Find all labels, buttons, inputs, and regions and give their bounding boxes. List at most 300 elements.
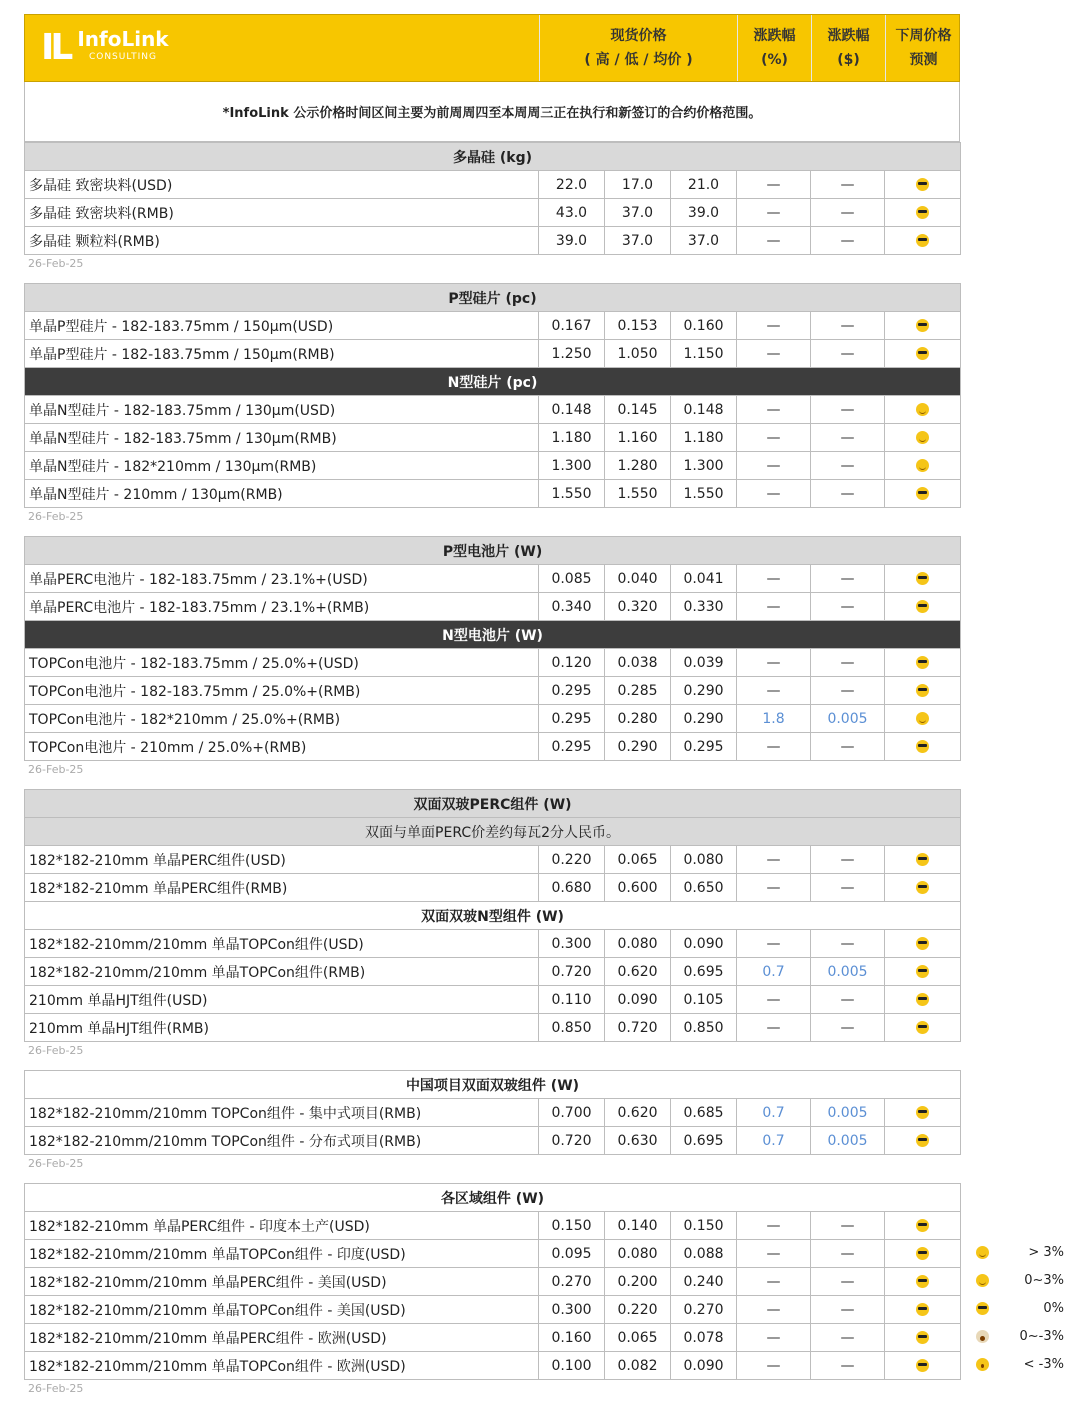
sunglasses-face-icon [916,656,929,669]
smiling-face-icon [976,1274,989,1287]
change-abs: — [811,1240,885,1268]
spot-price-label: 现货价格 [610,28,667,44]
sunglasses-face-icon [916,1275,929,1288]
change-pct: — [737,846,811,874]
legend-item [968,1322,1072,1350]
sunglasses-face-icon [916,740,929,753]
price-avg: 0.650 [671,874,737,902]
change-abs: — [811,1014,885,1042]
product-name: TOPCon电池片 - 182-183.75mm / 25.0%+(RMB) [25,677,539,705]
price-high: 39.0 [539,227,605,255]
price-high: 0.680 [539,874,605,902]
forecast-label: 下周价格 [895,28,952,44]
product-name: 182*182-210mm/210mm TOPCon组件 - 分布式项目(RMB) [25,1127,539,1155]
change-abs: — [811,593,885,621]
forecast-cell [885,1352,961,1380]
price-low: 0.320 [605,593,671,621]
section-title-label: 中国项目双面双玻组件 (W) [25,1071,961,1099]
price-avg: 39.0 [671,199,737,227]
price-avg: 0.078 [671,1324,737,1352]
section-date: 26-Feb-25 [28,510,84,523]
price-high: 0.850 [539,1014,605,1042]
price-high: 0.148 [539,396,605,424]
price-avg: 1.180 [671,424,737,452]
forecast-cell [885,986,961,1014]
change-abs-header [811,15,885,81]
section-date: 26-Feb-25 [28,763,84,776]
price-high: 0.220 [539,846,605,874]
table-row [25,340,961,368]
smiling-face-icon [916,712,929,725]
forecast-cell [885,593,961,621]
table-row [25,565,961,593]
section-title [25,790,961,818]
forecast-cell [885,677,961,705]
price-low: 0.720 [605,1014,671,1042]
change-pct-unit: (%) [761,52,788,68]
subsection-title [25,368,961,396]
price-low: 0.620 [605,958,671,986]
sunglasses-face-icon [916,234,929,247]
table-row [25,424,961,452]
table-row [25,1352,961,1380]
change-abs: 0.005 [811,1127,885,1155]
product-name: 182*182-210mm/210mm TOPCon组件 - 集中式项目(RMB) [25,1099,539,1127]
price-low: 0.600 [605,874,671,902]
table-row [25,958,961,986]
price-low: 0.630 [605,1127,671,1155]
table-row [25,986,961,1014]
table-row [25,480,961,508]
price-high: 0.295 [539,677,605,705]
forecast-cell [885,930,961,958]
section-title-label: 各区域组件 (W) [25,1184,961,1212]
price-high: 0.720 [539,1127,605,1155]
change-pct-header [737,15,811,81]
sunglasses-face-icon [916,1219,929,1232]
sunglasses-face-icon [916,178,929,191]
price-avg: 1.550 [671,480,737,508]
table-row [25,312,961,340]
sunglasses-face-icon [916,572,929,585]
forecast-cell [885,846,961,874]
table-row [25,1014,961,1042]
table-row [25,396,961,424]
table-row [25,874,961,902]
price-low: 0.285 [605,677,671,705]
price-low: 0.620 [605,1099,671,1127]
forecast-cell [885,340,961,368]
product-name: 182*182-210mm/210mm 单晶PERC组件 - 美国(USD) [25,1268,539,1296]
change-abs: 0.005 [811,1099,885,1127]
price-avg: 0.240 [671,1268,737,1296]
change-abs: 0.005 [811,705,885,733]
price-avg: 1.150 [671,340,737,368]
product-name: 182*182-210mm 单晶PERC组件(USD) [25,846,539,874]
price-high: 1.550 [539,480,605,508]
price-low: 17.0 [605,171,671,199]
change-abs: — [811,171,885,199]
price-avg: 0.150 [671,1212,737,1240]
price-avg: 0.160 [671,312,737,340]
change-abs: — [811,1296,885,1324]
forecast-cell [885,396,961,424]
table-row [25,733,961,761]
subsection-title-label: N型电池片 (W) [25,621,961,649]
price-low: 0.280 [605,705,671,733]
change-abs: — [811,986,885,1014]
smiling-face-icon [916,403,929,416]
logo-subtitle: CONSULTING [88,52,157,62]
change-abs: — [811,1324,885,1352]
legend-label: 0~3% [1024,1272,1064,1288]
price-high: 0.095 [539,1240,605,1268]
section-note-label: 双面与单面PERC价差约每瓦2分人民币。 [25,818,961,846]
price-avg: 0.295 [671,733,737,761]
forecast-cell [885,480,961,508]
change-pct: — [737,733,811,761]
change-abs: — [811,340,885,368]
change-abs: — [811,930,885,958]
change-pct: — [737,1352,811,1380]
change-pct: — [737,1268,811,1296]
section-note [25,818,961,846]
change-abs: — [811,733,885,761]
price-avg: 0.290 [671,677,737,705]
section-title-label: P型硅片 (pc) [25,284,961,312]
price-low: 0.080 [605,1240,671,1268]
sunglasses-face-icon [916,937,929,950]
price-high: 0.085 [539,565,605,593]
price-low: 0.200 [605,1268,671,1296]
table-row [25,649,961,677]
change-pct: — [737,312,811,340]
forecast-cell [885,565,961,593]
forecast-cell [885,312,961,340]
price-low: 1.280 [605,452,671,480]
change-abs: — [811,227,885,255]
fearful-face-icon [976,1330,989,1343]
change-pct: — [737,1296,811,1324]
change-abs: — [811,480,885,508]
forecast-cell [885,649,961,677]
subsection-title [25,902,961,930]
change-abs: — [811,396,885,424]
table-row [25,199,961,227]
table-row [25,1127,961,1155]
logo-name: InfoLink [77,27,169,51]
section-date: 26-Feb-25 [28,257,84,270]
sunglasses-face-icon [916,1303,929,1316]
price-low: 0.140 [605,1212,671,1240]
infolink-logo [41,27,169,68]
table-row [25,227,961,255]
sunglasses-face-icon [916,1021,929,1034]
change-pct: — [737,593,811,621]
section-title [25,143,961,171]
smiling-face-icon [916,431,929,444]
forecast-cell [885,1014,961,1042]
price-high: 0.700 [539,1099,605,1127]
section-title-label: P型电池片 (W) [25,537,961,565]
section-title-label: 双面双玻PERC组件 (W) [25,790,961,818]
change-abs: — [811,677,885,705]
sunglasses-face-icon [916,1134,929,1147]
price-table-header [24,14,960,82]
change-pct: — [737,452,811,480]
price-avg: 0.080 [671,846,737,874]
price-high: 43.0 [539,199,605,227]
product-name: 单晶PERC电池片 - 182-183.75mm / 23.1%+(RMB) [25,593,539,621]
sunglasses-face-icon [916,853,929,866]
product-name: 单晶N型硅片 - 182*210mm / 130μm(RMB) [25,452,539,480]
price-low: 0.080 [605,930,671,958]
forecast-cell [885,733,961,761]
product-name: 单晶N型硅片 - 182-183.75mm / 130μm(USD) [25,396,539,424]
product-name: 单晶PERC电池片 - 182-183.75mm / 23.1%+(USD) [25,565,539,593]
forecast-cell [885,874,961,902]
forecast-cell [885,227,961,255]
section-date: 26-Feb-25 [28,1157,84,1170]
change-pct: — [737,1324,811,1352]
table-row [25,1324,961,1352]
section-title [25,284,961,312]
product-name: 210mm 单晶HJT组件(RMB) [25,1014,539,1042]
product-name: 单晶N型硅片 - 210mm / 130μm(RMB) [25,480,539,508]
change-abs: — [811,312,885,340]
price-high: 0.295 [539,733,605,761]
product-name: 182*182-210mm/210mm 单晶TOPCon组件(USD) [25,930,539,958]
table-row [25,1268,961,1296]
price-high: 1.250 [539,340,605,368]
product-name: 多晶硅 颗粒料(RMB) [25,227,539,255]
section-date: 26-Feb-25 [28,1044,84,1057]
change-pct: — [737,227,811,255]
forecast-cell [885,1324,961,1352]
table-row [25,846,961,874]
logo-cell [25,15,539,81]
change-pct: — [737,677,811,705]
price-section-table [24,1070,961,1155]
sunglasses-face-icon [916,1359,929,1372]
change-abs: — [811,846,885,874]
sunglasses-face-icon [916,206,929,219]
price-low: 1.550 [605,480,671,508]
change-pct: — [737,480,811,508]
spot-price-sublabel: ( 高 / 低 / 均价 ) [584,52,693,68]
sunglasses-face-icon [916,347,929,360]
price-avg: 0.148 [671,396,737,424]
change-pct: — [737,565,811,593]
price-avg: 21.0 [671,171,737,199]
product-name: 182*182-210mm/210mm 单晶TOPCon组件(RMB) [25,958,539,986]
price-high: 0.150 [539,1212,605,1240]
sunglasses-face-icon [916,993,929,1006]
product-name: 182*182-210mm/210mm 单晶TOPCon组件 - 欧洲(USD) [25,1352,539,1380]
product-name: TOPCon电池片 - 182*210mm / 25.0%+(RMB) [25,705,539,733]
forecast-cell [885,1240,961,1268]
price-high: 0.300 [539,1296,605,1324]
forecast-cell [885,1099,961,1127]
forecast-header [885,15,961,81]
price-high: 0.120 [539,649,605,677]
product-name: 多晶硅 致密块料(RMB) [25,199,539,227]
change-pct: 0.7 [737,1127,811,1155]
table-row [25,593,961,621]
spot-price-header [539,15,737,81]
sunglasses-face-icon [916,319,929,332]
change-pct: 0.7 [737,1099,811,1127]
price-low: 0.290 [605,733,671,761]
change-pct: — [737,649,811,677]
price-low: 37.0 [605,227,671,255]
product-name: 多晶硅 致密块料(USD) [25,171,539,199]
price-low: 1.050 [605,340,671,368]
forecast-cell [885,958,961,986]
product-name: 182*182-210mm/210mm 单晶TOPCon组件 - 美国(USD) [25,1296,539,1324]
legend-label: 0~-3% [1019,1328,1064,1344]
price-section-table [24,789,961,1042]
legend-item [968,1266,1072,1294]
change-abs: — [811,1352,885,1380]
price-avg: 0.039 [671,649,737,677]
forecast-cell [885,1296,961,1324]
price-section-table [24,142,961,255]
change-pct: — [737,340,811,368]
price-avg: 0.270 [671,1296,737,1324]
change-abs: — [811,874,885,902]
section-date: 26-Feb-25 [28,1382,84,1395]
sunglasses-face-icon [916,600,929,613]
price-high: 0.167 [539,312,605,340]
sunglasses-face-icon [916,1331,929,1344]
price-low: 0.040 [605,565,671,593]
sunglasses-face-icon [916,1106,929,1119]
table-row [25,705,961,733]
change-abs-unit: ($) [837,52,860,68]
price-high: 0.160 [539,1324,605,1352]
sunglasses-face-icon [916,487,929,500]
price-high: 0.295 [539,705,605,733]
product-name: 单晶P型硅片 - 182-183.75mm / 150μm(USD) [25,312,539,340]
sunglasses-face-icon [916,1247,929,1260]
change-abs: — [811,424,885,452]
product-name: 182*182-210mm/210mm 单晶PERC组件 - 欧洲(USD) [25,1324,539,1352]
change-abs: — [811,649,885,677]
change-abs: — [811,452,885,480]
price-avg: 0.850 [671,1014,737,1042]
subsection-title [25,621,961,649]
change-pct: — [737,199,811,227]
price-avg: 1.300 [671,452,737,480]
table-row [25,171,961,199]
price-section-table [24,536,961,761]
forecast-cell [885,171,961,199]
price-high: 0.340 [539,593,605,621]
section-title-label: 多晶硅 (kg) [25,143,961,171]
price-high: 22.0 [539,171,605,199]
change-pct: — [737,396,811,424]
price-low: 0.145 [605,396,671,424]
price-avg: 0.695 [671,1127,737,1155]
price-avg: 0.041 [671,565,737,593]
change-pct: 0.7 [737,958,811,986]
price-section-table [24,1183,961,1380]
product-name: TOPCon电池片 - 210mm / 25.0%+(RMB) [25,733,539,761]
table-row [25,1240,961,1268]
price-high: 0.110 [539,986,605,1014]
table-row [25,677,961,705]
price-avg: 0.290 [671,705,737,733]
change-pct-label: 涨跌幅 [753,28,796,44]
table-row [25,1099,961,1127]
change-abs: — [811,1212,885,1240]
change-pct: — [737,986,811,1014]
change-abs: — [811,565,885,593]
change-pct: — [737,424,811,452]
change-pct: — [737,1240,811,1268]
legend-label: > 3% [1028,1244,1064,1260]
forecast-cell [885,452,961,480]
change-pct: — [737,1014,811,1042]
price-avg: 0.090 [671,1352,737,1380]
price-high: 0.720 [539,958,605,986]
section-title [25,1071,961,1099]
sunglasses-face-icon [916,881,929,894]
infolink-logo-icon: IL [41,27,70,68]
price-high: 0.270 [539,1268,605,1296]
table-row [25,1212,961,1240]
price-avg: 0.090 [671,930,737,958]
legend-label: 0% [1043,1300,1064,1316]
price-high: 1.180 [539,424,605,452]
price-low: 0.220 [605,1296,671,1324]
change-pct: — [737,1212,811,1240]
change-pct: — [737,171,811,199]
price-notice: *InfoLink 公示价格时间区间主要为前周周四至本周周三正在执行和新签订的合约价格范围。 [24,82,960,142]
forecast-cell [885,1268,961,1296]
smiling-face-icon [976,1246,989,1259]
price-low: 0.065 [605,846,671,874]
change-abs-label: 涨跌幅 [827,28,870,44]
sunglasses-face-icon [916,684,929,697]
price-avg: 0.685 [671,1099,737,1127]
legend-item [968,1238,1072,1266]
product-name: 210mm 单晶HJT组件(USD) [25,986,539,1014]
forecast-legend [968,1238,1072,1378]
table-row [25,930,961,958]
change-abs: 0.005 [811,958,885,986]
price-section-table [24,283,961,508]
change-pct: — [737,874,811,902]
price-avg: 0.695 [671,958,737,986]
price-low: 0.038 [605,649,671,677]
price-avg: 0.330 [671,593,737,621]
price-avg: 0.088 [671,1240,737,1268]
change-abs: — [811,1268,885,1296]
forecast-sublabel: 预测 [909,52,938,68]
price-low: 0.153 [605,312,671,340]
price-avg: 37.0 [671,227,737,255]
table-row [25,1296,961,1324]
product-name: 单晶P型硅片 - 182-183.75mm / 150μm(RMB) [25,340,539,368]
sunglasses-face-icon [916,965,929,978]
forecast-cell [885,424,961,452]
surprised-face-icon [976,1358,989,1371]
smiling-face-icon [916,459,929,472]
change-pct: 1.8 [737,705,811,733]
product-name: 182*182-210mm/210mm 单晶TOPCon组件 - 印度(USD) [25,1240,539,1268]
